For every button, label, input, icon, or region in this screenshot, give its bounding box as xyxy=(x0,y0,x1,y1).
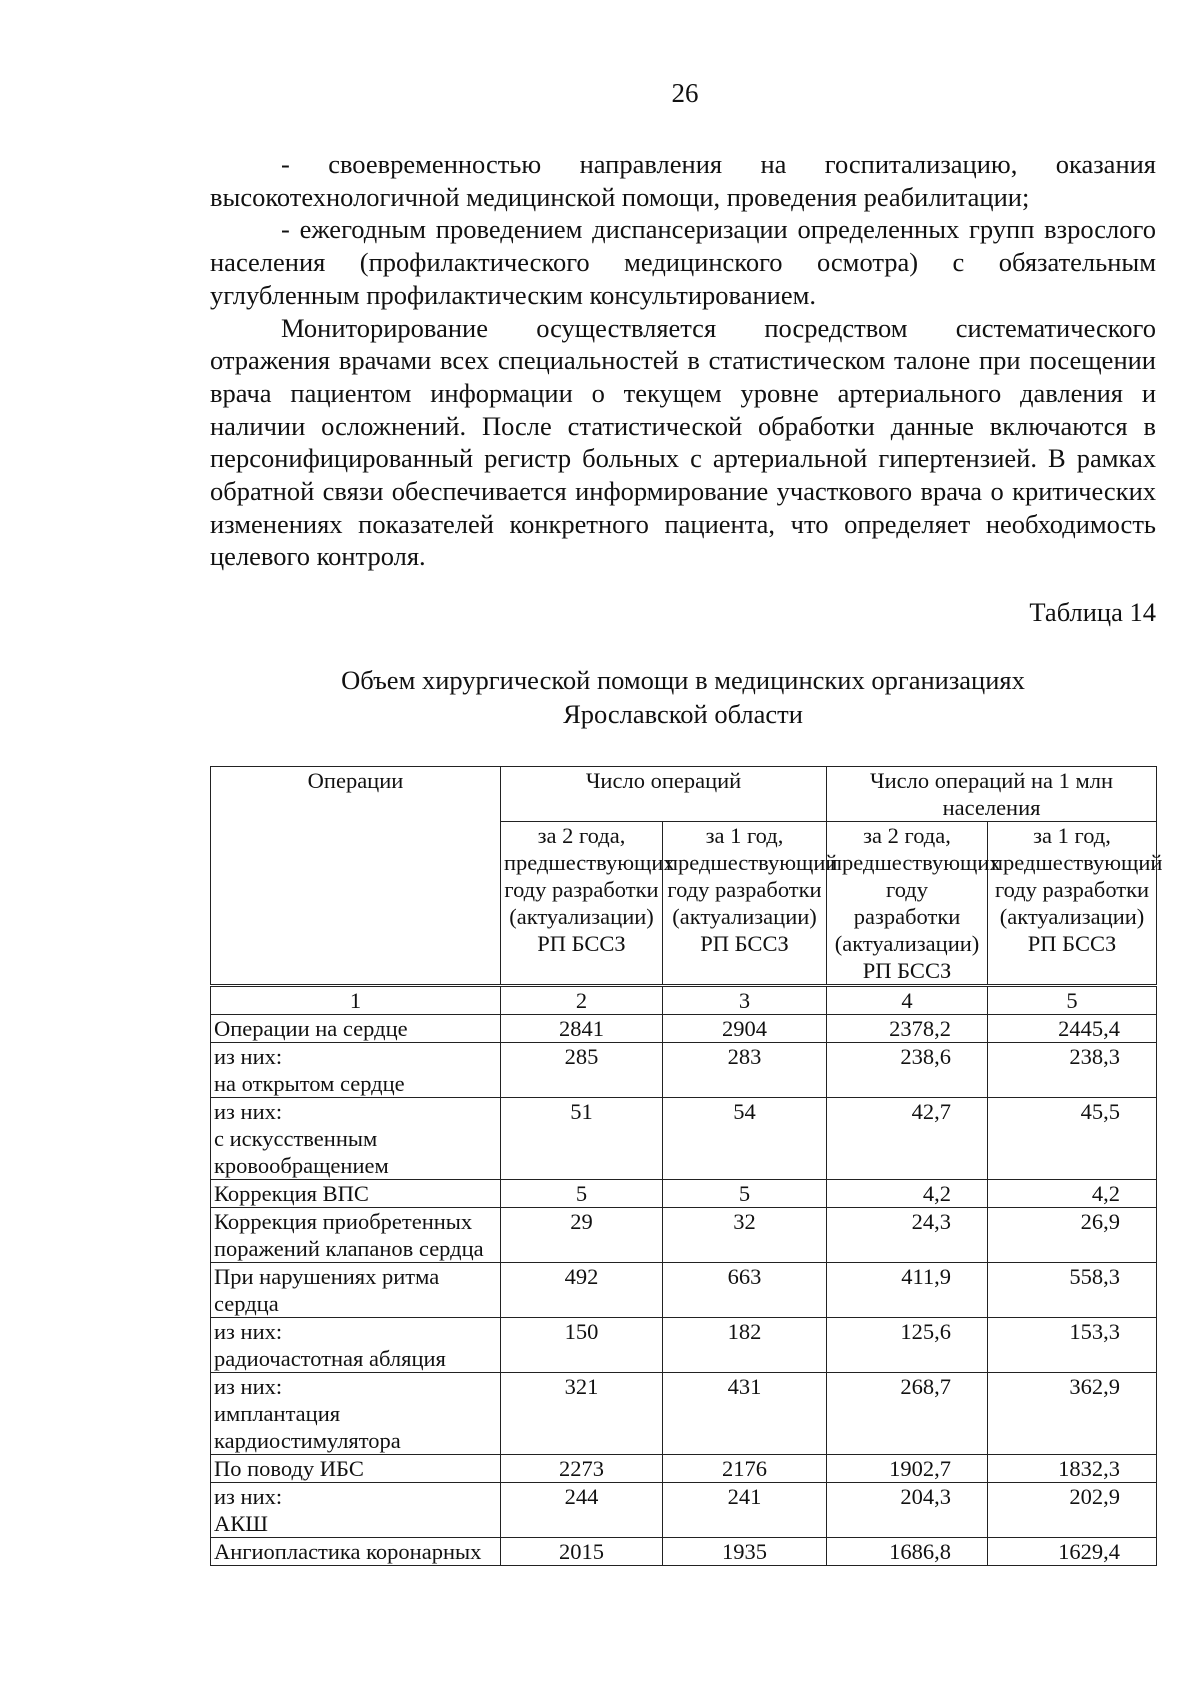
operation-label: Операции на сердце xyxy=(214,1016,408,1041)
value-cell: 321 xyxy=(501,1373,663,1455)
operation-cell xyxy=(211,1263,501,1318)
value-cell: 5 xyxy=(501,1180,663,1208)
table-row xyxy=(211,1015,1157,1043)
value-cell: 241 xyxy=(663,1483,827,1538)
operation-label: Коррекция ВПС xyxy=(214,1181,369,1206)
table-row xyxy=(211,1043,1157,1098)
value-cell: 431 xyxy=(663,1373,827,1455)
operation-cell xyxy=(211,1318,501,1373)
table-row xyxy=(211,1180,1157,1208)
table-row xyxy=(211,1373,1157,1455)
value-cell: 2841 xyxy=(501,1015,663,1043)
header-sub: за 1 год, предшествующий году разработки (актуализации) РП БССЗ xyxy=(988,822,1157,986)
table-title-line: Объем хирургической помощи в медицинских организациях xyxy=(341,665,1025,695)
table-body xyxy=(211,986,1157,1566)
index-cell: 1 xyxy=(211,986,501,1015)
paragraph: Мониторирование осуществляется посредством систематического отражения врачами всех специальностей в статистическом талоне при посещении врача пациентом информации о текущем уровне артериального давления и наличии осложнений. После статистической обработки данные включаются в персонифицированный регистр больных с артериальной гипертензией. В рамках обратной связи обеспечивается информирование участкового врача о критических изменениях показателей конкретного пациента, что определяет необходимость целевого контроля. xyxy=(210,312,1156,572)
operation-label: из них: xyxy=(214,1319,283,1344)
operation-label: Ангиопластика коронарных xyxy=(214,1539,482,1564)
index-cell: 2 xyxy=(501,986,663,1015)
table-row xyxy=(211,1208,1157,1263)
index-cell: 4 xyxy=(827,986,988,1015)
value-cell: 238,6 xyxy=(827,1043,988,1098)
value-cell: 125,6 xyxy=(827,1318,988,1373)
value-cell: 29 xyxy=(501,1208,663,1263)
operation-label: на открытом сердце xyxy=(214,1071,405,1096)
body-text xyxy=(210,148,1156,573)
value-cell: 1686,8 xyxy=(827,1538,988,1566)
table-row xyxy=(211,1318,1157,1373)
operation-cell xyxy=(211,1373,501,1455)
value-cell: 2273 xyxy=(501,1455,663,1483)
header-sub: за 2 года, предшествующих году разработки (актуализации) РП БССЗ xyxy=(501,822,663,986)
value-cell: 2904 xyxy=(663,1015,827,1043)
operation-cell xyxy=(211,1015,501,1043)
paragraph: - своевременностью направления на госпитализацию, оказания высокотехнологичной медицинской помощи, проведения реабилитации; xyxy=(210,149,1156,212)
operation-label: из них: xyxy=(214,1099,283,1124)
value-cell: 1935 xyxy=(663,1538,827,1566)
value-cell: 51 xyxy=(501,1098,663,1180)
operation-cell xyxy=(211,1538,501,1566)
value-cell: 4,2 xyxy=(988,1180,1157,1208)
value-cell: 268,7 xyxy=(827,1373,988,1455)
operation-label: с искусственным кровообращением xyxy=(214,1126,389,1178)
page-number: 26 xyxy=(671,78,699,108)
value-cell: 54 xyxy=(663,1098,827,1180)
operation-cell xyxy=(211,1455,501,1483)
value-cell: 4,2 xyxy=(827,1180,988,1208)
operation-label: из них: xyxy=(214,1044,283,1069)
operation-cell xyxy=(211,1098,501,1180)
value-cell: 45,5 xyxy=(988,1098,1157,1180)
operation-cell xyxy=(211,1483,501,1538)
value-cell: 283 xyxy=(663,1043,827,1098)
value-cell: 2378,2 xyxy=(827,1015,988,1043)
header-operations: Операции xyxy=(211,767,501,986)
table-row xyxy=(211,1483,1157,1538)
operation-label: Коррекция приобретенных поражений клапанов сердца xyxy=(214,1209,484,1261)
operation-cell xyxy=(211,1043,501,1098)
index-row xyxy=(211,986,1157,1015)
operation-label: из них: xyxy=(214,1484,283,1509)
paragraph: - ежегодным проведением диспансеризации определенных групп взрослого населения (профилактического медицинского осмотра) с обязательным углубленным профилактическим консультированием. xyxy=(210,214,1156,310)
value-cell: 32 xyxy=(663,1208,827,1263)
value-cell: 285 xyxy=(501,1043,663,1098)
header-count-group: Число операций xyxy=(501,767,827,822)
value-cell: 1902,7 xyxy=(827,1455,988,1483)
operation-label: По поводу ИБС xyxy=(214,1456,364,1481)
table-row xyxy=(211,1538,1157,1566)
header-per-million-group: Число операций на 1 млн населения xyxy=(827,767,1157,822)
value-cell: 1629,4 xyxy=(988,1538,1157,1566)
value-cell: 182 xyxy=(663,1318,827,1373)
value-cell: 5 xyxy=(663,1180,827,1208)
value-cell: 663 xyxy=(663,1263,827,1318)
value-cell: 1832,3 xyxy=(988,1455,1157,1483)
value-cell: 150 xyxy=(501,1318,663,1373)
operation-label: радиочастотная абляция xyxy=(214,1346,446,1371)
value-cell: 24,3 xyxy=(827,1208,988,1263)
table-title-line: Ярославской области xyxy=(563,699,803,729)
operation-label: При нарушениях ритма сердца xyxy=(214,1264,440,1316)
table-row xyxy=(211,1455,1157,1483)
operation-label: имплантация кардиостимулятора xyxy=(214,1401,401,1453)
value-cell: 2176 xyxy=(663,1455,827,1483)
table-row xyxy=(211,1098,1157,1180)
operation-cell xyxy=(211,1208,501,1263)
table-title xyxy=(210,663,1156,731)
value-cell: 202,9 xyxy=(988,1483,1157,1538)
value-cell: 204,3 xyxy=(827,1483,988,1538)
operation-cell xyxy=(211,1180,501,1208)
value-cell: 558,3 xyxy=(988,1263,1157,1318)
operation-label: АКШ xyxy=(214,1511,268,1536)
value-cell: 42,7 xyxy=(827,1098,988,1180)
value-cell: 26,9 xyxy=(988,1208,1157,1263)
value-cell: 2015 xyxy=(501,1538,663,1566)
operation-label: из них: xyxy=(214,1374,283,1399)
value-cell: 362,9 xyxy=(988,1373,1157,1455)
table-label: Таблица 14 xyxy=(1029,597,1156,627)
surgery-volume-table xyxy=(210,766,1163,1566)
index-cell: 3 xyxy=(663,986,827,1015)
value-cell: 411,9 xyxy=(827,1263,988,1318)
value-cell: 238,3 xyxy=(988,1043,1157,1098)
value-cell: 2445,4 xyxy=(988,1015,1157,1043)
value-cell: 244 xyxy=(501,1483,663,1538)
table-row xyxy=(211,1263,1157,1318)
index-cell: 5 xyxy=(988,986,1157,1015)
value-cell: 492 xyxy=(501,1263,663,1318)
header-sub: за 1 год, предшествующий году разработки (актуализации) РП БССЗ xyxy=(663,822,827,986)
header-sub: за 2 года, предшествующих году разработки (актуализации) РП БССЗ xyxy=(827,822,988,986)
value-cell: 153,3 xyxy=(988,1318,1157,1373)
